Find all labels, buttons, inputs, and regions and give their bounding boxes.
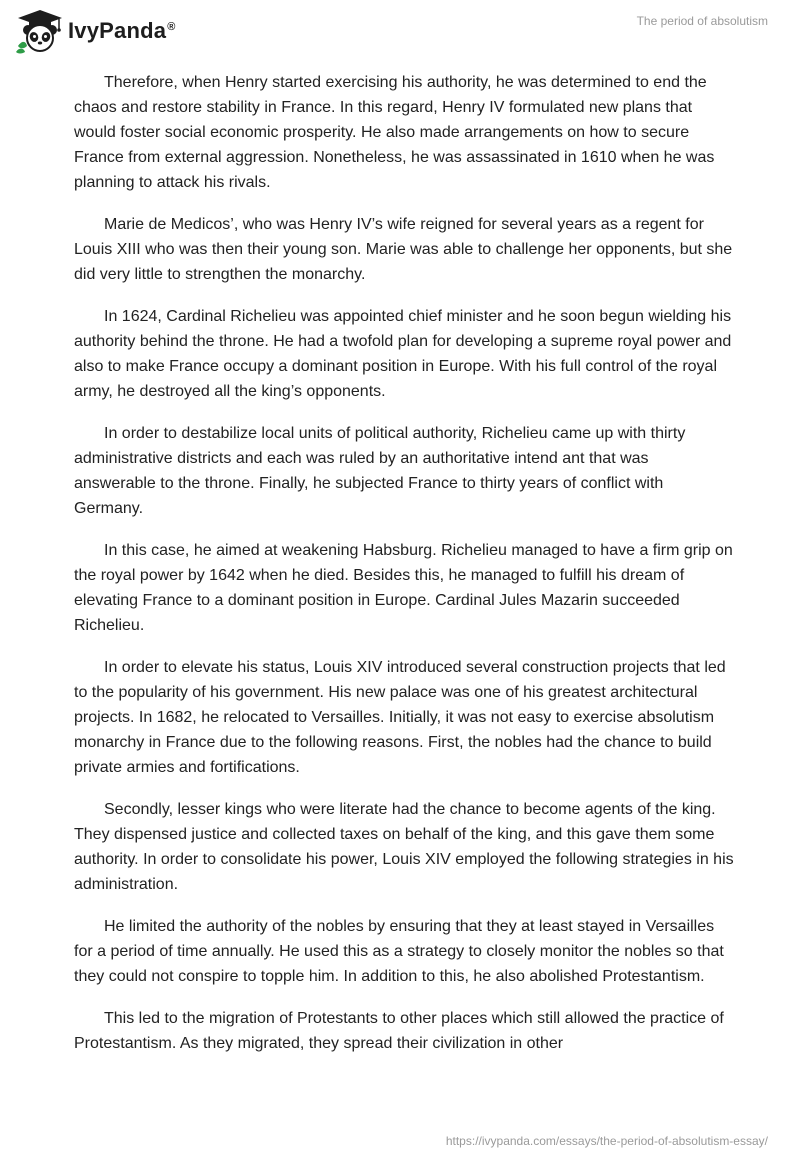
- page-header: [0, 0, 800, 60]
- paragraph-1: Therefore, when Henry started exercising his authority, he was determined to end the chaos and restore stability in France. In this regard, Henry IV formulated new plans that would foster social economic prosperity. He also made arrangements on how to secure France from external aggression. Nonetheless, he was assassinated in 1610 when he was planning to attack his rivals.: [74, 74, 715, 191]
- ivypanda-logo[interactable]: [14, 8, 176, 54]
- brand-registered-mark: ®: [167, 20, 176, 33]
- paragraph-3: In 1624, Cardinal Richelieu was appointed chief minister and he soon begun wielding his authority behind the throne. He had a twofold plan for developing a supreme royal power and also to make France occupy a dominant position in Europe. With his full control of the royal army, he destroyed all the king’s opponents.: [74, 308, 732, 400]
- paragraph-6: In order to elevate his status, Louis XIV introduced several construction projects that led to the popularity of his government. His new palace was one of his greatest architectural projects. In 1682, he relocated to Versailles. Initially, it was not easy to exercise absolutism monarchy in France due to the following reasons. First, the nobles had the chance to build private armies and fortifications.: [74, 659, 726, 776]
- essay-body: [74, 70, 734, 1073]
- source-url[interactable]: https://ivypanda.com/essays/the-period-of-absolutism-essay/: [445, 1134, 768, 1148]
- paragraph-7: Secondly, lesser kings who were literate had the chance to become agents of the king. They dispensed justice and collected taxes on behalf of the king, and this gave them some authority. In order to consolidate his power, Louis XIV employed the following strategies in his administration.: [74, 801, 734, 893]
- paragraph-8: He limited the authority of the nobles by ensuring that they at least stayed in Versailles for a period of time annually. He used this as a strategy to closely monitor the nobles so that they could not conspire to topple him. In addition to this, he also abolished Protestantism.: [74, 918, 724, 985]
- paragraph-2: Marie de Medicos’, who was Henry IV’s wife reigned for several years as a regent for Louis XIII who was then their young son. Marie was able to challenge her opponents, but she did very little to strengthen the monarchy.: [74, 216, 733, 283]
- brand-name: IvyPanda®: [68, 18, 176, 43]
- paragraph-4: In order to destabilize local units of political authority, Richelieu came up with thirty administrative districts and each was ruled by an authoritative intend ant that was answerable to the throne. Finally, he subjected France to thirty years of conflict with Germany.: [74, 425, 686, 517]
- paragraph-5: In this case, he aimed at weakening Habsburg. Richelieu managed to have a firm grip on the royal power by 1642 when he died. Besides this, he managed to fulfill his dream of elevating France to a dominant position in Europe. Cardinal Jules Mazarin succeeded Richelieu.: [74, 542, 733, 634]
- document-title: The period of absolutism: [636, 14, 768, 28]
- panda-graduation-cap-icon: [14, 8, 66, 54]
- paragraph-9: This led to the migration of Protestants to other places which still allowed the practice of Protestantism. As they migrated, they spread their civilization in other: [74, 1010, 724, 1052]
